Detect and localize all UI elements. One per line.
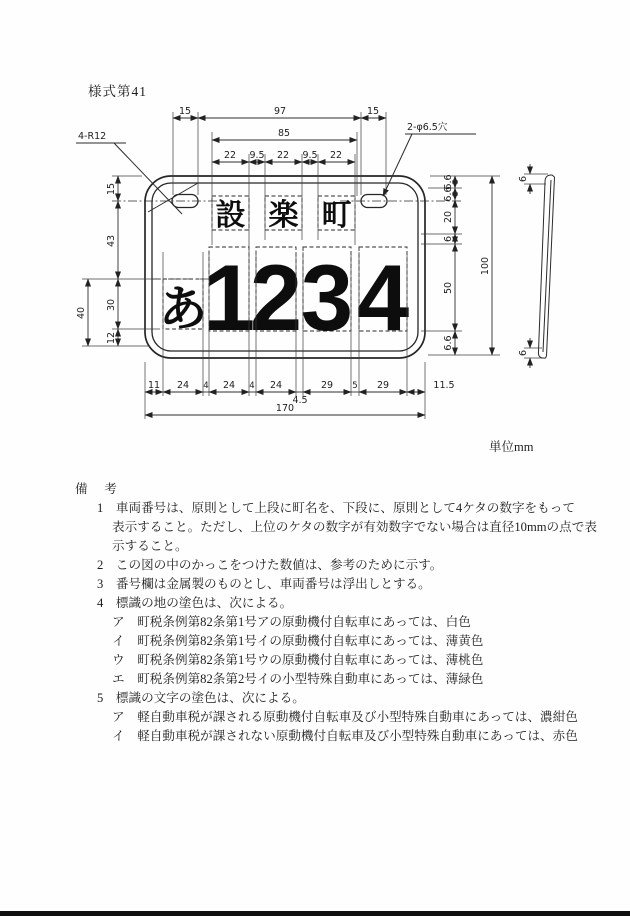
dim-label: 29 — [320, 380, 334, 391]
remark-line: 2 この図の中のかっこをつけた数値は、参考のために示す。 — [97, 558, 443, 572]
dim-label: 22 — [329, 150, 343, 161]
plate-side-view — [518, 164, 555, 368]
dimensions-bottom — [145, 380, 455, 415]
dim-label: 9.5 — [249, 150, 265, 161]
town-name-char: 町 — [321, 199, 352, 232]
kana-char: あ — [158, 283, 208, 336]
corner-radius-label: 4-R12 — [78, 131, 107, 142]
unit-label: 単位mm — [489, 440, 534, 454]
dim-label: 50 — [443, 281, 454, 295]
town-name-char: 設 — [215, 199, 246, 232]
dim-label: 22 — [276, 150, 290, 161]
page-bottom-edge — [0, 911, 630, 916]
dim-label: 40 — [76, 306, 87, 320]
dim-label: 100 — [480, 256, 491, 276]
dim-label: 11.5 — [433, 380, 455, 391]
dimensions-top — [173, 106, 386, 162]
remark-line: イ 町税条例第82条第1号イの原動機付自転車にあっては、薄黄色 — [112, 634, 484, 648]
digit-char: 1 — [202, 245, 256, 350]
dim-label: 6.6 — [443, 335, 454, 351]
town-name-row — [212, 196, 355, 232]
dim-label: 22 — [223, 150, 237, 161]
dim-label: 85 — [277, 128, 291, 139]
dim-label: 11 — [147, 380, 161, 391]
dim-label: 6 — [518, 349, 529, 357]
remark-line: 4 標識の地の塗色は、次による。 — [97, 596, 293, 610]
dim-label: 30 — [106, 298, 117, 312]
dim-label: 4.5 — [292, 395, 308, 406]
dim-label: 6 — [518, 175, 529, 183]
remarks-heading: 備 考 — [75, 482, 119, 496]
dim-label: 170 — [275, 403, 295, 414]
dim-label: 5 — [352, 381, 358, 391]
dim-label: 4 — [203, 381, 209, 391]
page-title: 様式第41 — [88, 84, 147, 99]
dim-label: 6.6 — [443, 174, 454, 190]
dim-label: 9.5 — [302, 150, 318, 161]
dim-label: 15 — [106, 182, 117, 196]
dim-label: 24 — [222, 380, 236, 391]
dim-label: 97 — [273, 106, 287, 117]
remark-line: エ 町税条例第82条第2号イの小型特殊自動車にあっては、薄緑色 — [112, 672, 484, 686]
remark-line: ウ 町税条例第82条第1号ウの原動機付自転車にあっては、薄桃色 — [112, 653, 484, 667]
dim-label: 20 — [443, 210, 454, 224]
dim-label: 43 — [106, 234, 117, 248]
remark-line: ア 町税条例第82条第1号アの原動機付自転車にあっては、白色 — [112, 615, 471, 629]
side-profile-top-curl — [545, 175, 555, 182]
dim-label: 15 — [366, 106, 380, 117]
dim-label: 29 — [376, 380, 390, 391]
remark-line: 1 車両番号は、原則として上段に町名を、下段に、原則として4ケタの数字をもって — [97, 501, 575, 515]
remark-line: 表示すること。ただし、上位のケタの数字が有効数字でない場合は直径10mmの点で表 — [112, 520, 597, 534]
digit-char: 3 — [300, 245, 354, 350]
dim-label: 15 — [178, 106, 192, 117]
holes-label: 2-φ6.5穴 — [407, 122, 448, 133]
number-row — [159, 245, 409, 350]
remark-line: ア 軽自動車税が課される原動機付自転車及び小型特殊自動車にあっては、濃紺色 — [112, 710, 578, 724]
remark-line: 3 番号欄は金属製のものとし、車両番号は浮出しとする。 — [97, 577, 431, 591]
town-name-char: 楽 — [268, 199, 299, 232]
dim-label: 12 — [106, 331, 117, 345]
dim-label: 24 — [176, 380, 190, 391]
remark-line: 示すること。 — [112, 539, 188, 553]
dim-label: 4 — [249, 381, 255, 391]
dim-label: 24 — [269, 380, 283, 391]
digit-char: 4 — [356, 245, 410, 350]
dim-label: 6 — [443, 235, 454, 243]
dim-label: 6.6 — [443, 186, 454, 202]
digit-char: 2 — [249, 245, 303, 350]
remark-line: イ 軽自動車税が課されない原動機付自転車及び小型特殊自動車にあっては、赤色 — [112, 729, 578, 743]
remarks-section — [75, 480, 595, 746]
side-profile-bottom-curl — [538, 351, 546, 358]
remark-line: 5 標識の文字の塗色は、次による。 — [97, 691, 305, 705]
holes-leader — [383, 134, 412, 196]
corner-radius-leader — [114, 143, 182, 214]
